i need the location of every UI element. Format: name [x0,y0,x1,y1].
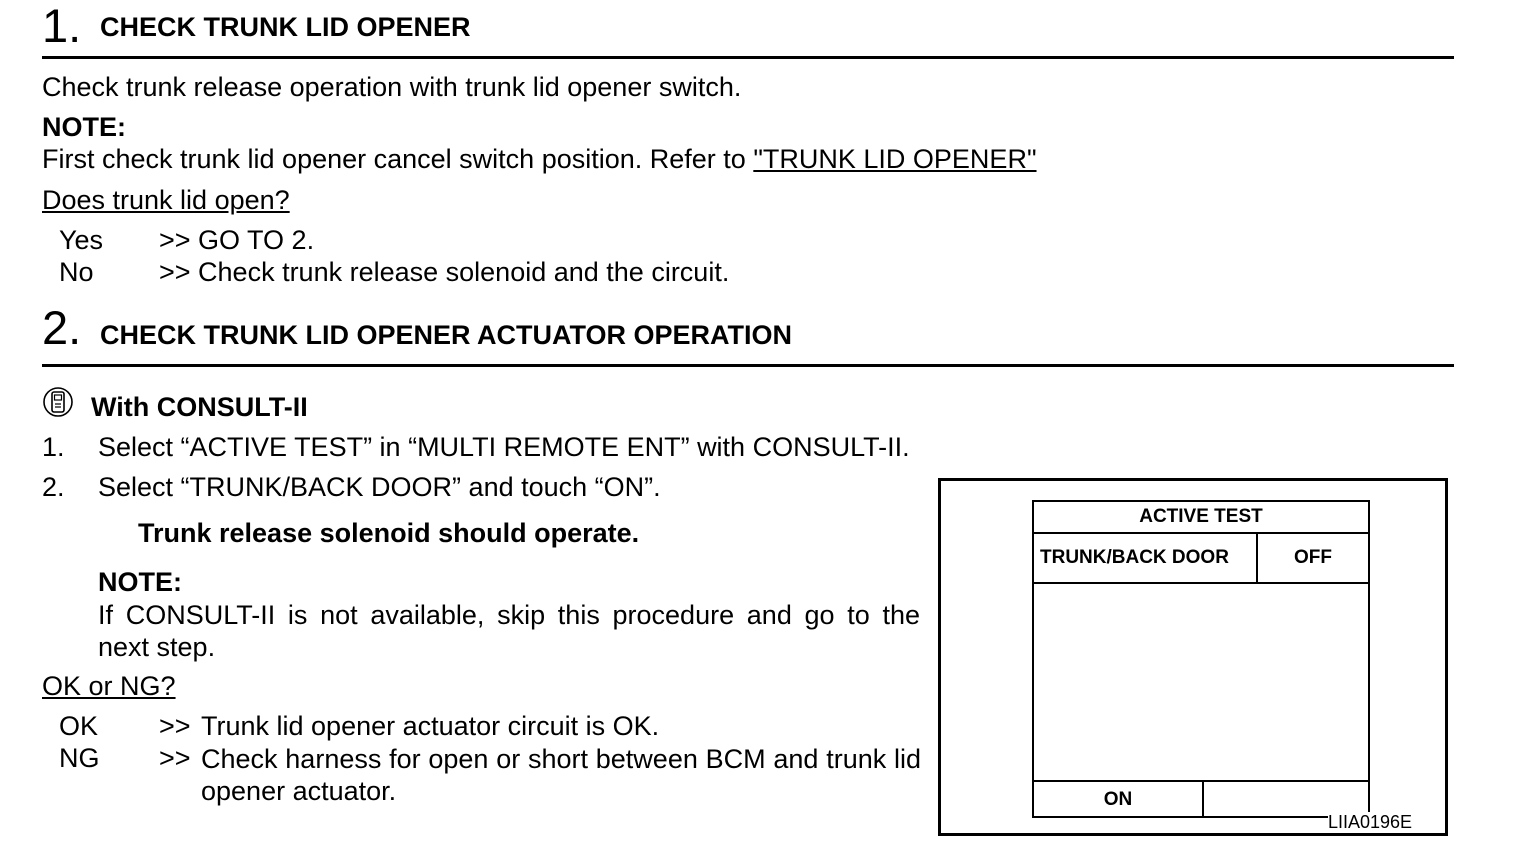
step-2-divider [42,364,1454,367]
step-1-title: CHECK TRUNK LID OPENER [100,12,471,42]
step-2-answer-ok [59,711,921,743]
step-1-answer-no [59,257,959,289]
step-1-answer-yes [59,225,959,257]
screen-button-bar [1034,780,1368,818]
consult-heading: With CONSULT-II [91,392,308,422]
answer-text: >> GO TO 2. [159,225,315,255]
step-2-note-text: If CONSULT-II is not available, skip this procedure and go to the next step. [98,600,920,662]
answer-key: OK [59,711,99,741]
answer-key: Yes [59,225,104,255]
trunk-lid-opener-link[interactable]: "TRUNK LID OPENER" [753,144,1037,174]
answer-text: Trunk lid opener actuator circuit is OK. [201,711,660,741]
screen-item-label: TRUNK/BACK DOOR [1040,547,1229,568]
step-2-item-1-num: 1. [42,432,65,462]
screen-item-value: OFF [1294,547,1332,568]
answer-arrow: >> [159,711,191,741]
consult-screen [1032,500,1370,818]
step-2-note-label: NOTE: [98,567,182,597]
step-2-item-2-text: Select “TRUNK/BACK DOOR” and touch “ON”. [98,472,661,502]
step-1-number: 1. [42,0,82,52]
figure-id: LIIA0196E [1328,812,1413,832]
step-1-question: Does trunk lid open? [42,185,290,215]
step-2-question: OK or NG? [42,671,176,701]
step-2-number: 2. [42,301,82,354]
step-2-title: CHECK TRUNK LID OPENER ACTUATOR OPERATION [100,320,793,350]
answer-arrow: >> [159,743,191,773]
answer-text: >> Check trunk release solenoid and the circuit. [159,257,730,287]
step-1-note-text: First check trunk lid opener cancel switch position. Refer to [42,144,754,174]
step-2-item-1-text: Select “ACTIVE TEST” in “MULTI REMOTE ENT” with CONSULT-II. [98,432,910,462]
screen-title: ACTIVE TEST [1034,502,1368,534]
consult-ii-icon [42,386,74,418]
answer-text: Check harness for open or short between BCM and trunk lid opener actuator. [201,744,921,806]
screen-item-row [1034,534,1368,584]
expected-result: Trunk release solenoid should operate. [138,518,640,548]
step-1-note-label: NOTE: [42,112,126,142]
step-2-item-2-num: 2. [42,472,65,502]
answer-key: NG [59,743,100,773]
step-1-divider [42,56,1454,59]
on-button[interactable]: ON [1034,782,1204,818]
step-2-answer-ng [59,743,921,807]
step-1-note [42,144,1037,175]
step-1-instruction: Check trunk release operation with trunk lid opener switch. [42,72,742,102]
answer-key: No [59,257,94,287]
